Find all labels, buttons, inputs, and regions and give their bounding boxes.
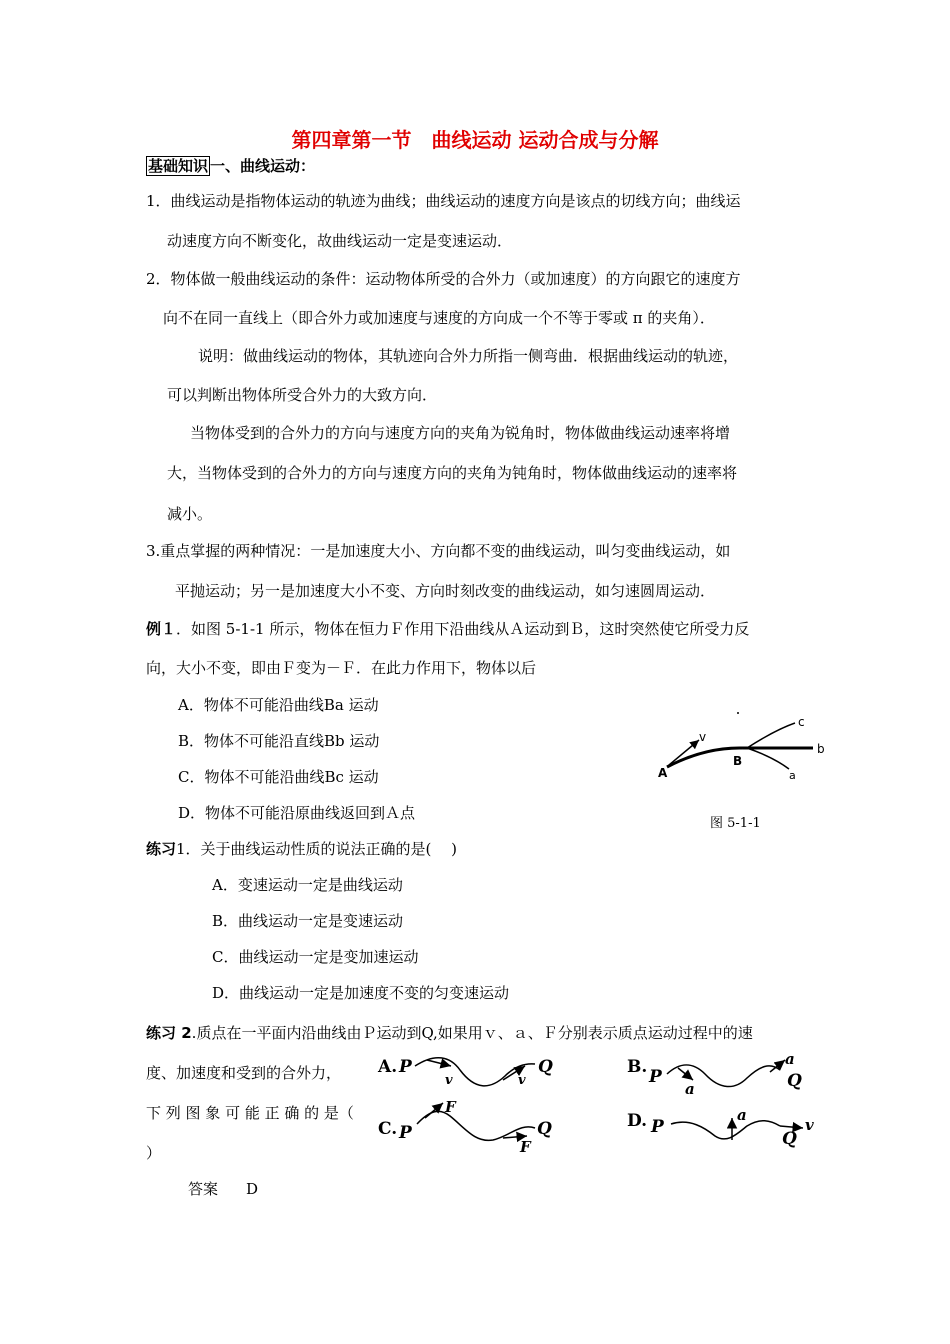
- section-tag: 基础知识: [148, 157, 209, 175]
- example1-text: ．如图 5-1-1 所示，物体在恒力Ｆ作用下沿曲线从Ａ运动到Ｂ，这时突然使它所受力反: [176, 620, 750, 638]
- option-c-start: P: [399, 1123, 412, 1143]
- option-a-diagram: [377, 1057, 553, 1088]
- option-d-diagram: [627, 1106, 814, 1149]
- p3-line1: 3.重点掌握的两种情况：一是加速度大小、方向都不变的曲线运动，叫匀变曲线运动，如: [146, 542, 731, 560]
- section-title: 一、曲线运动：: [210, 157, 316, 175]
- option-a-mark2: v: [518, 1073, 526, 1088]
- option-b-start: P: [649, 1067, 662, 1087]
- option-b-arrow1: [678, 1068, 693, 1080]
- example1-label: 例１: [146, 620, 177, 638]
- label-b-point: B: [733, 754, 743, 768]
- option-b-mark2: a: [785, 1050, 795, 1068]
- label-a: a: [789, 769, 796, 782]
- figure-dot: [737, 712, 739, 714]
- page-title: 第四章第一节 曲线运动 运动合成与分解: [291, 128, 659, 152]
- label-c: c: [798, 715, 805, 729]
- section-heading: [146, 155, 315, 176]
- figure-trajectories: [375, 1048, 825, 1153]
- option-d-mark2: v: [805, 1116, 814, 1134]
- example1-option-b: B．物体不可能沿直线Bb 运动: [178, 732, 380, 750]
- label-v: v: [699, 730, 707, 744]
- option-d-arrow2: [780, 1126, 803, 1128]
- option-b-curve: [667, 1065, 780, 1087]
- exercise1-label: 练习: [146, 840, 177, 858]
- option-b-mark1: a: [685, 1080, 695, 1098]
- example1-option-c: C．物体不可能沿曲线Bc 运动: [178, 768, 379, 786]
- exercise2-line3: 下 列 图 象 可 能 正 确 的 是（: [146, 1104, 354, 1122]
- answer-label: 答案: [188, 1180, 219, 1198]
- option-d-label: D.: [627, 1111, 648, 1131]
- exercise1-question-line: [146, 838, 457, 859]
- option-c-label: C.: [378, 1119, 398, 1139]
- figure-5-1-1: [655, 705, 845, 790]
- label-a-point: A: [658, 766, 668, 780]
- p3-line2: 平抛运动；另一是加速度大小不变、方向时刻改变的曲线运动，如匀速圆周运动．: [175, 582, 716, 600]
- p2-note5: 减小。: [167, 505, 213, 523]
- answer-value: D: [246, 1180, 259, 1198]
- option-a-label: A.: [378, 1057, 398, 1077]
- option-c-end: Q: [537, 1119, 552, 1139]
- option-b-label: B.: [627, 1057, 648, 1077]
- exercise2-label: 练习 2: [146, 1024, 192, 1042]
- label-b: b: [817, 742, 825, 756]
- option-c-curve: [417, 1111, 535, 1140]
- p2-note3: 当物体受到的合外力的方向与速度方向的夹角为锐角时，物体做曲线运动速率将增: [190, 424, 731, 442]
- p2-note1: 说明：做曲线运动的物体，其轨迹向合外力所指一侧弯曲．根据曲线运动的轨迹，: [198, 347, 739, 365]
- option-b-diagram: [627, 1050, 802, 1098]
- p2-note2: 可以判断出物体所受合外力的大致方向．: [167, 386, 438, 404]
- curve-ba: [747, 748, 789, 769]
- option-c-diagram: [378, 1098, 552, 1153]
- exercise2-line4: ）: [146, 1144, 162, 1162]
- exercise1-question: 1．关于曲线运动性质的说法正确的是( ): [176, 840, 458, 858]
- exercise1-option-c: C．曲线运动一定是变加速运动: [212, 948, 419, 966]
- option-c-mark1: F: [445, 1098, 456, 1116]
- p1-line2: 动速度方向不断变化，故曲线运动一定是变速运动．: [167, 232, 513, 250]
- option-c-mark2: F: [520, 1138, 531, 1153]
- p2-note4: 大，当物体受到的合外力的方向与速度方向的夹角为钝角时，物体做曲线运动的速率将: [167, 464, 738, 482]
- option-d-mark1: a: [737, 1106, 747, 1124]
- option-a-start: P: [399, 1057, 412, 1077]
- exercise1-option-b: B．曲线运动一定是变速运动: [212, 912, 404, 930]
- option-a-end: Q: [538, 1057, 553, 1077]
- option-b-end: Q: [787, 1071, 802, 1091]
- p1-line1: 1．曲线运动是指物体运动的轨迹为曲线；曲线运动的速度方向是该点的切线方向；曲线运: [146, 192, 741, 210]
- example1-option-d: D．物体不可能沿原曲线返回到Ａ点: [178, 804, 416, 822]
- p2-line1: 2．物体做一般曲线运动的条件：运动物体所受的合外力（或加速度）的方向跟它的速度方: [146, 270, 741, 288]
- exercise1-option-a: A．变速运动一定是曲线运动: [212, 876, 403, 894]
- exercise2-text: .质点在一平面内沿曲线由Ｐ运动到Q,如果用ｖ、ａ、Ｆ分别表示质点运动过程中的速: [191, 1024, 753, 1042]
- p2-line2: 向不在同一直线上（即合外力或加速度与速度的方向成一个不等于零或 π 的夹角）．: [163, 309, 715, 327]
- velocity-arrow: [669, 740, 699, 765]
- example1-line1: [146, 618, 749, 639]
- example1-line2: 向，大小不变，即由Ｆ变为－Ｆ．在此力作用下，物体以后: [146, 659, 537, 677]
- option-d-curve: [671, 1121, 780, 1139]
- exercise2-line1: [146, 1022, 753, 1043]
- answer-line: [188, 1178, 258, 1199]
- example1-option-a: A．物体不可能沿曲线Ba 运动: [178, 696, 379, 714]
- option-d-end: Q: [782, 1129, 797, 1149]
- option-a-mark1: v: [445, 1073, 453, 1088]
- option-d-start: P: [651, 1117, 664, 1137]
- curve-bc: [747, 723, 795, 748]
- option-c-arrow1: [425, 1103, 443, 1118]
- exercise2-line2: 度、加速度和受到的合外力，: [146, 1064, 342, 1082]
- figure-caption: 图 5-1-1: [710, 816, 761, 831]
- option-a-arrow1: [427, 1060, 451, 1066]
- exercise1-option-d: D．曲线运动一定是加速度不变的匀变速运动: [212, 984, 510, 1002]
